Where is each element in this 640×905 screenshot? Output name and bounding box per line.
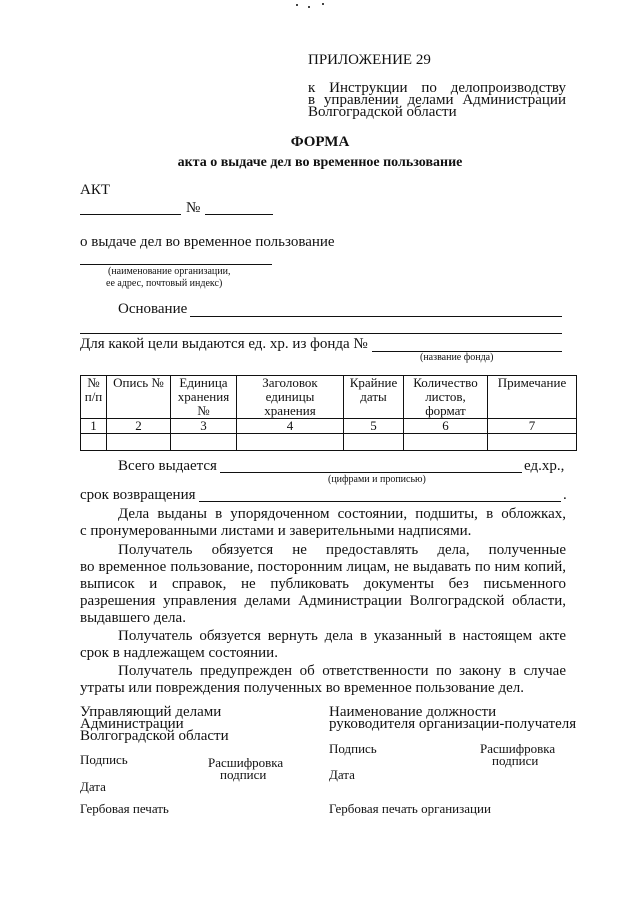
number-sign: № — [186, 200, 201, 216]
header-cell: Количество листов, формат — [404, 376, 488, 419]
paragraph-line: разрешения управления делами Администрации Волгоградской области, — [80, 593, 566, 609]
number-cell: 4 — [237, 419, 344, 434]
instruction-line: к Инструкции по делопроизводству — [308, 80, 566, 96]
fund-hint: (название фонда) — [420, 352, 494, 363]
number-cell: 3 — [171, 419, 237, 434]
header-cell: Примечание — [488, 376, 577, 419]
number-cell: 7 — [488, 419, 577, 434]
right-decode-label: подписи — [492, 753, 539, 768]
left-signer-title: Управляющий делами — [80, 704, 222, 720]
scan-speck — [308, 6, 310, 8]
basis-line — [190, 316, 562, 317]
paragraph-line: Получатель предупрежден об ответственности по закону в случае — [118, 663, 566, 679]
basis-label: Основание — [118, 301, 188, 317]
left-sign-label: Подпись — [80, 752, 128, 767]
organization-line — [80, 264, 272, 265]
right-signer-title: Наименование должности — [329, 704, 497, 720]
number-cell: 5 — [344, 419, 404, 434]
paragraph-line: срок в надлежащем состоянии. — [80, 645, 278, 661]
organization-hint: ее адрес, почтовый индекс) — [106, 278, 223, 289]
left-date-label: Дата — [80, 779, 106, 794]
number-cell: 2 — [107, 419, 171, 434]
number-cell: 1 — [81, 419, 107, 434]
paragraph-line: Дела выданы в упорядоченном состоянии, подшиты, в обложках, — [118, 506, 566, 522]
form-subtitle: акта о выдаче дел во временное пользование — [177, 155, 463, 170]
left-signer-title: Волгоградской области — [80, 728, 229, 744]
table-empty-row — [81, 434, 577, 451]
akt-label: АКТ — [80, 182, 110, 198]
basis-line-2 — [80, 333, 562, 334]
return-term-line — [199, 501, 561, 502]
left-seal-label: Гербовая печать — [80, 801, 169, 816]
right-decode-label: Расшифровка — [480, 741, 556, 756]
paragraph-line: Получатель обязуется не предоставлять дела, полученные — [118, 542, 566, 558]
left-signer-title: Администрации — [80, 716, 184, 732]
act-about: о выдаче дел во временное пользование — [80, 234, 335, 250]
header-cell: Крайние даты — [344, 376, 404, 419]
table-header-row — [81, 376, 577, 419]
scan-speck — [296, 4, 298, 6]
return-term-dot: . — [563, 487, 567, 503]
purpose-label: Для какой цели выдаются ед. хр. из фонда № — [80, 336, 368, 352]
header-cell: Заголовок единицы хранения — [237, 376, 344, 419]
paragraph-line: выписок и справок, не публиковать документы без письменного — [80, 576, 566, 592]
unit-label: ед.хр., — [524, 458, 565, 474]
header-cell: Опись № — [107, 376, 171, 419]
right-sign-label: Подпись — [329, 741, 377, 756]
header-cell: № п/п — [81, 376, 107, 419]
left-decode-label: Расшифровка — [208, 755, 284, 770]
date-line — [80, 214, 181, 215]
left-decode-label: подписи — [220, 767, 267, 782]
scan-speck — [322, 3, 324, 5]
paragraph-line: утраты или повреждения полученных во временное пользование дел. — [80, 680, 524, 696]
table-number-row — [81, 419, 577, 434]
digits-hint: (цифрами и прописью) — [328, 474, 426, 485]
paragraph-line: выдавшего дела. — [80, 610, 186, 626]
cases-table — [80, 375, 577, 451]
right-date-label: Дата — [329, 767, 355, 782]
paragraph-line: во временное пользование, посторонним лицам, не выдавать по ним копий, — [80, 559, 566, 575]
number-cell: 6 — [404, 419, 488, 434]
form-title: ФОРМА — [290, 134, 350, 150]
paragraph-line: с пронумерованными листами и заверительными надписями. — [80, 523, 472, 539]
paragraph-line: Получатель обязуется вернуть дела в указанный в настоящем акте — [118, 628, 566, 644]
instruction-line: в управлении делами Администрации — [308, 92, 566, 108]
header-cell: Единица хранения № — [171, 376, 237, 419]
organization-hint: (наименование организации, — [108, 266, 231, 277]
instruction-line: Волгоградской области — [308, 104, 457, 120]
appendix-label: ПРИЛОЖЕНИЕ 29 — [308, 52, 431, 68]
total-line — [220, 472, 522, 473]
right-signer-title: руководителя организации-получателя — [329, 716, 577, 732]
number-line — [205, 214, 273, 215]
total-label: Всего выдается — [118, 458, 217, 474]
return-term-label: срок возвращения — [80, 487, 196, 503]
right-seal-label: Гербовая печать организации — [329, 801, 491, 816]
